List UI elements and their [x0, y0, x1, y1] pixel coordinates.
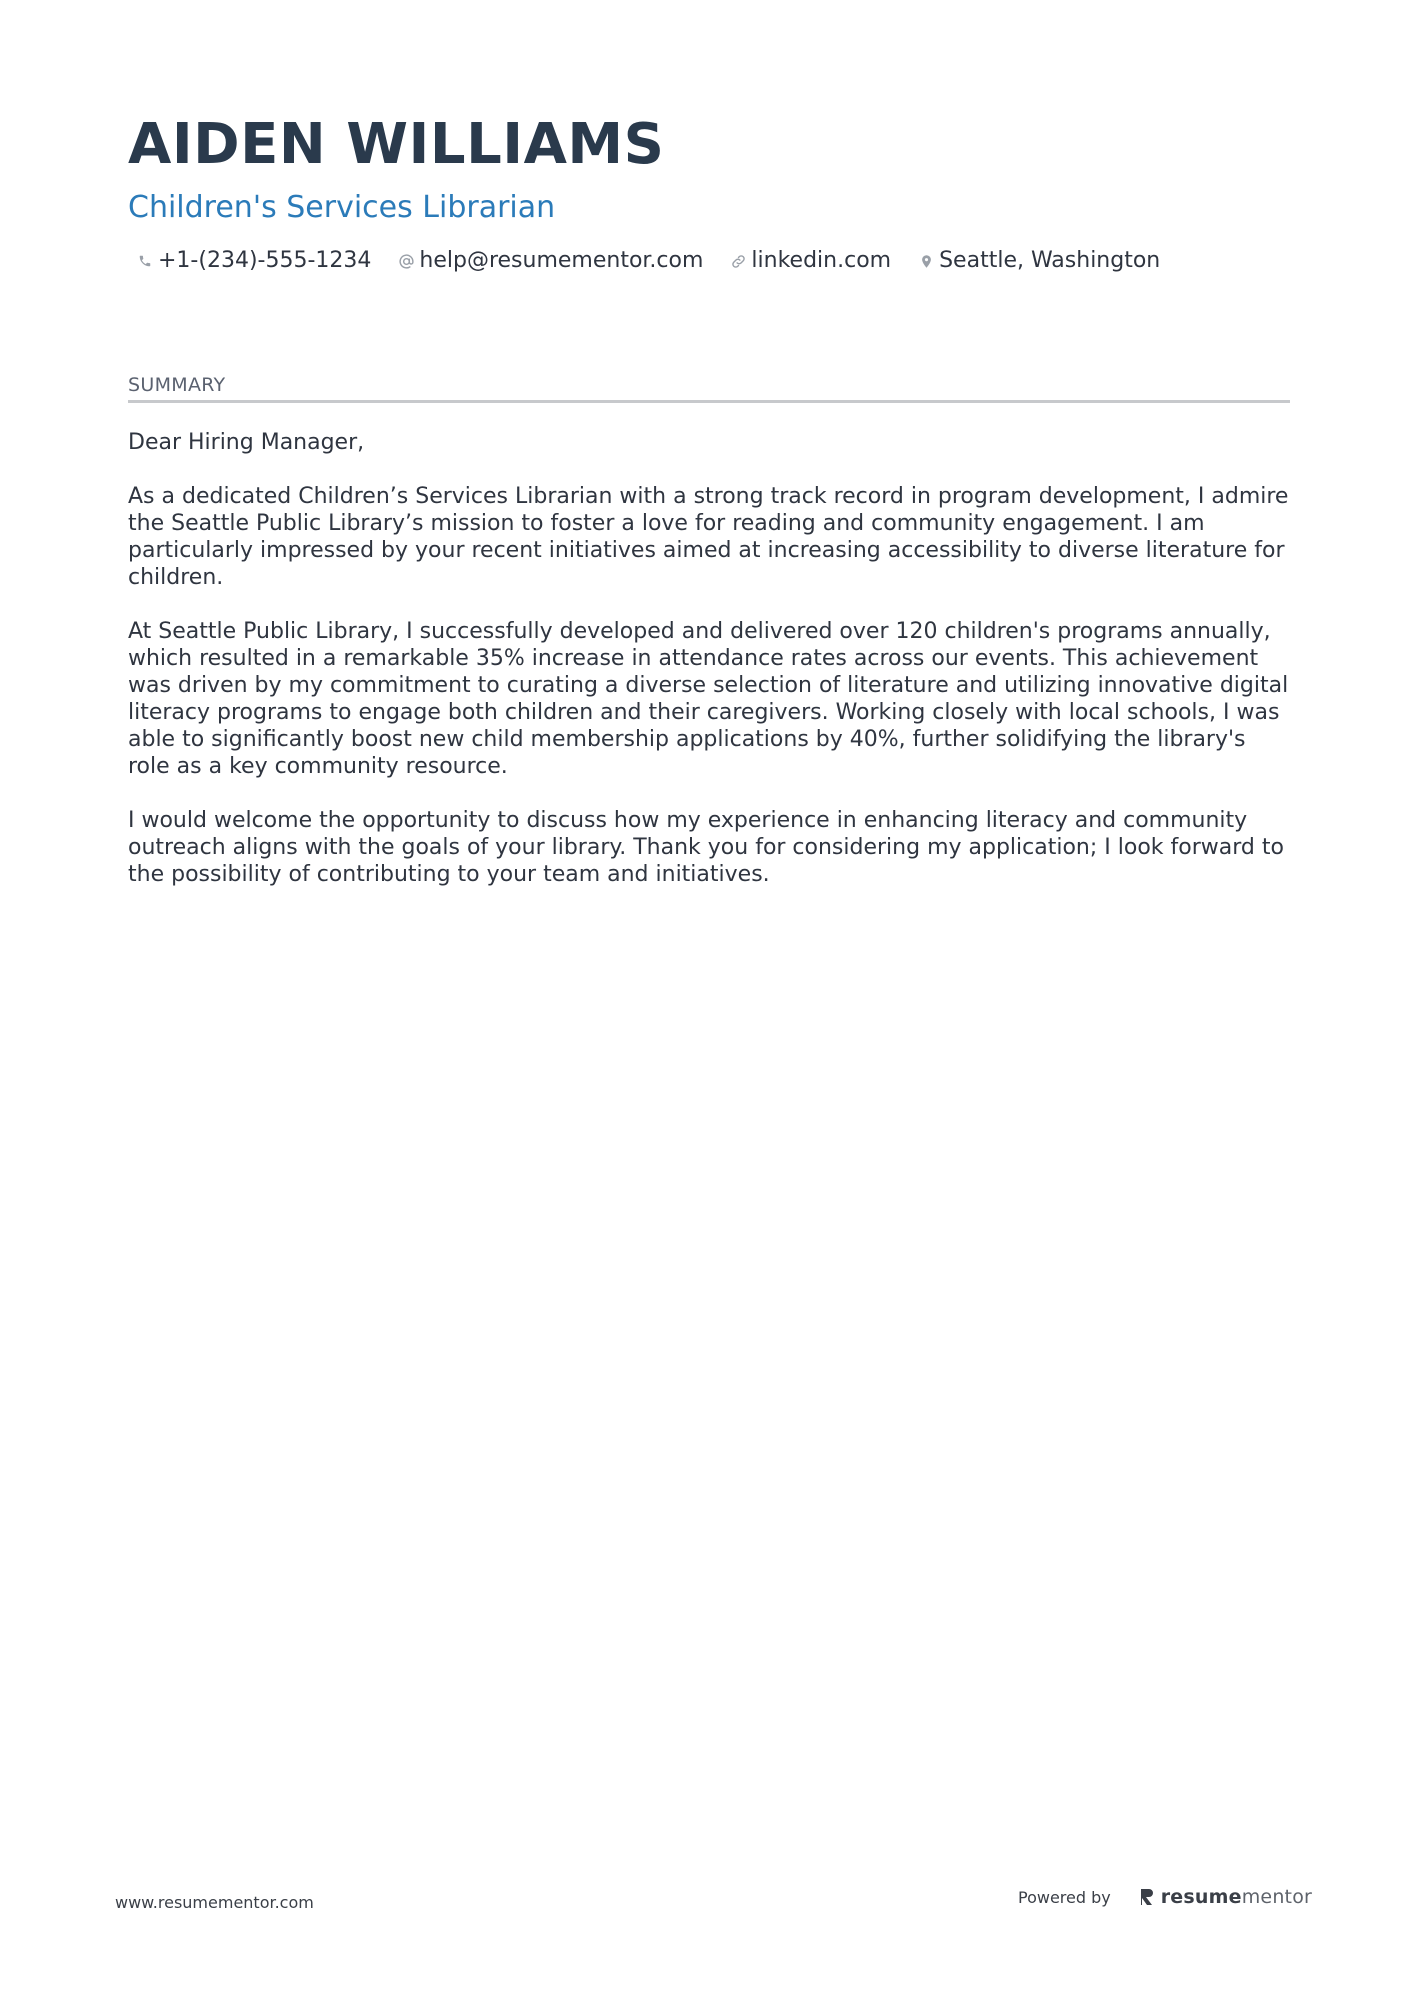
paragraph-closing: I would welcome the opportunity to discuss how my experience in enhancing literacy and community outreach aligns with the goals of your library. Thank you for considering my application; I look forward to the possibility of contributing to your team and initiatives. — [128, 808, 1284, 887]
resumementor-logo-icon — [1139, 1887, 1155, 1907]
contact-phone-text: +1-(234)-555-1234 — [158, 248, 372, 273]
link-icon — [729, 252, 747, 270]
paragraph-intro: As a dedicated Children’s Services Librarian with a strong track record in program development, I admire the Seattle Public Library’s mission to foster a love for reading and community engagement. I am particularly impressed by your recent initiatives aimed at increasing accessibility to diverse literature for children. — [128, 484, 1289, 590]
brand-logo-link[interactable] — [1139, 1886, 1312, 1908]
job-title: Children's Services Librarian — [128, 190, 556, 225]
greeting: Dear Hiring Manager, — [128, 430, 365, 455]
contact-linkedin[interactable] — [729, 246, 891, 276]
paragraph-experience: At Seattle Public Library, I successfully developed and delivered over 120 children's programs annually, which resulted in a remarkable 35% increase in attendance rates across our events. This achievement was driven by my commitment to curating a diverse selection of literature and utilizing innovative digital literacy programs to engage both children and their caregivers. Working closely with local schools, I was able to significantly boost new child membership applications by 40%, further solidifying the library's role as a key community resource. — [128, 619, 1289, 779]
contact-linkedin-text: linkedin.com — [751, 248, 892, 273]
footer-branding — [1018, 1886, 1312, 1908]
cover-letter-page — [128, 108, 1290, 915]
contact-location — [917, 246, 1160, 276]
brand-name-bold: resume — [1160, 1886, 1242, 1908]
contact-phone[interactable] — [136, 246, 371, 276]
contact-location-text: Seattle, Washington — [939, 248, 1161, 273]
at-icon — [397, 252, 415, 270]
brand-name-light: mentor — [1241, 1886, 1313, 1908]
phone-icon — [136, 252, 154, 270]
contact-email[interactable] — [397, 246, 703, 276]
powered-by-label: Powered by — [1018, 1887, 1111, 1907]
applicant-name: AIDEN WILLIAMS — [128, 112, 665, 177]
summary-heading: SUMMARY — [128, 372, 1290, 403]
footer-website-link[interactable]: www.resumementor.com — [115, 1893, 314, 1912]
contact-bar — [136, 246, 1290, 276]
location-pin-icon — [917, 252, 935, 270]
contact-email-text: help@resumementor.com — [419, 248, 704, 273]
summary-body — [128, 429, 1290, 888]
